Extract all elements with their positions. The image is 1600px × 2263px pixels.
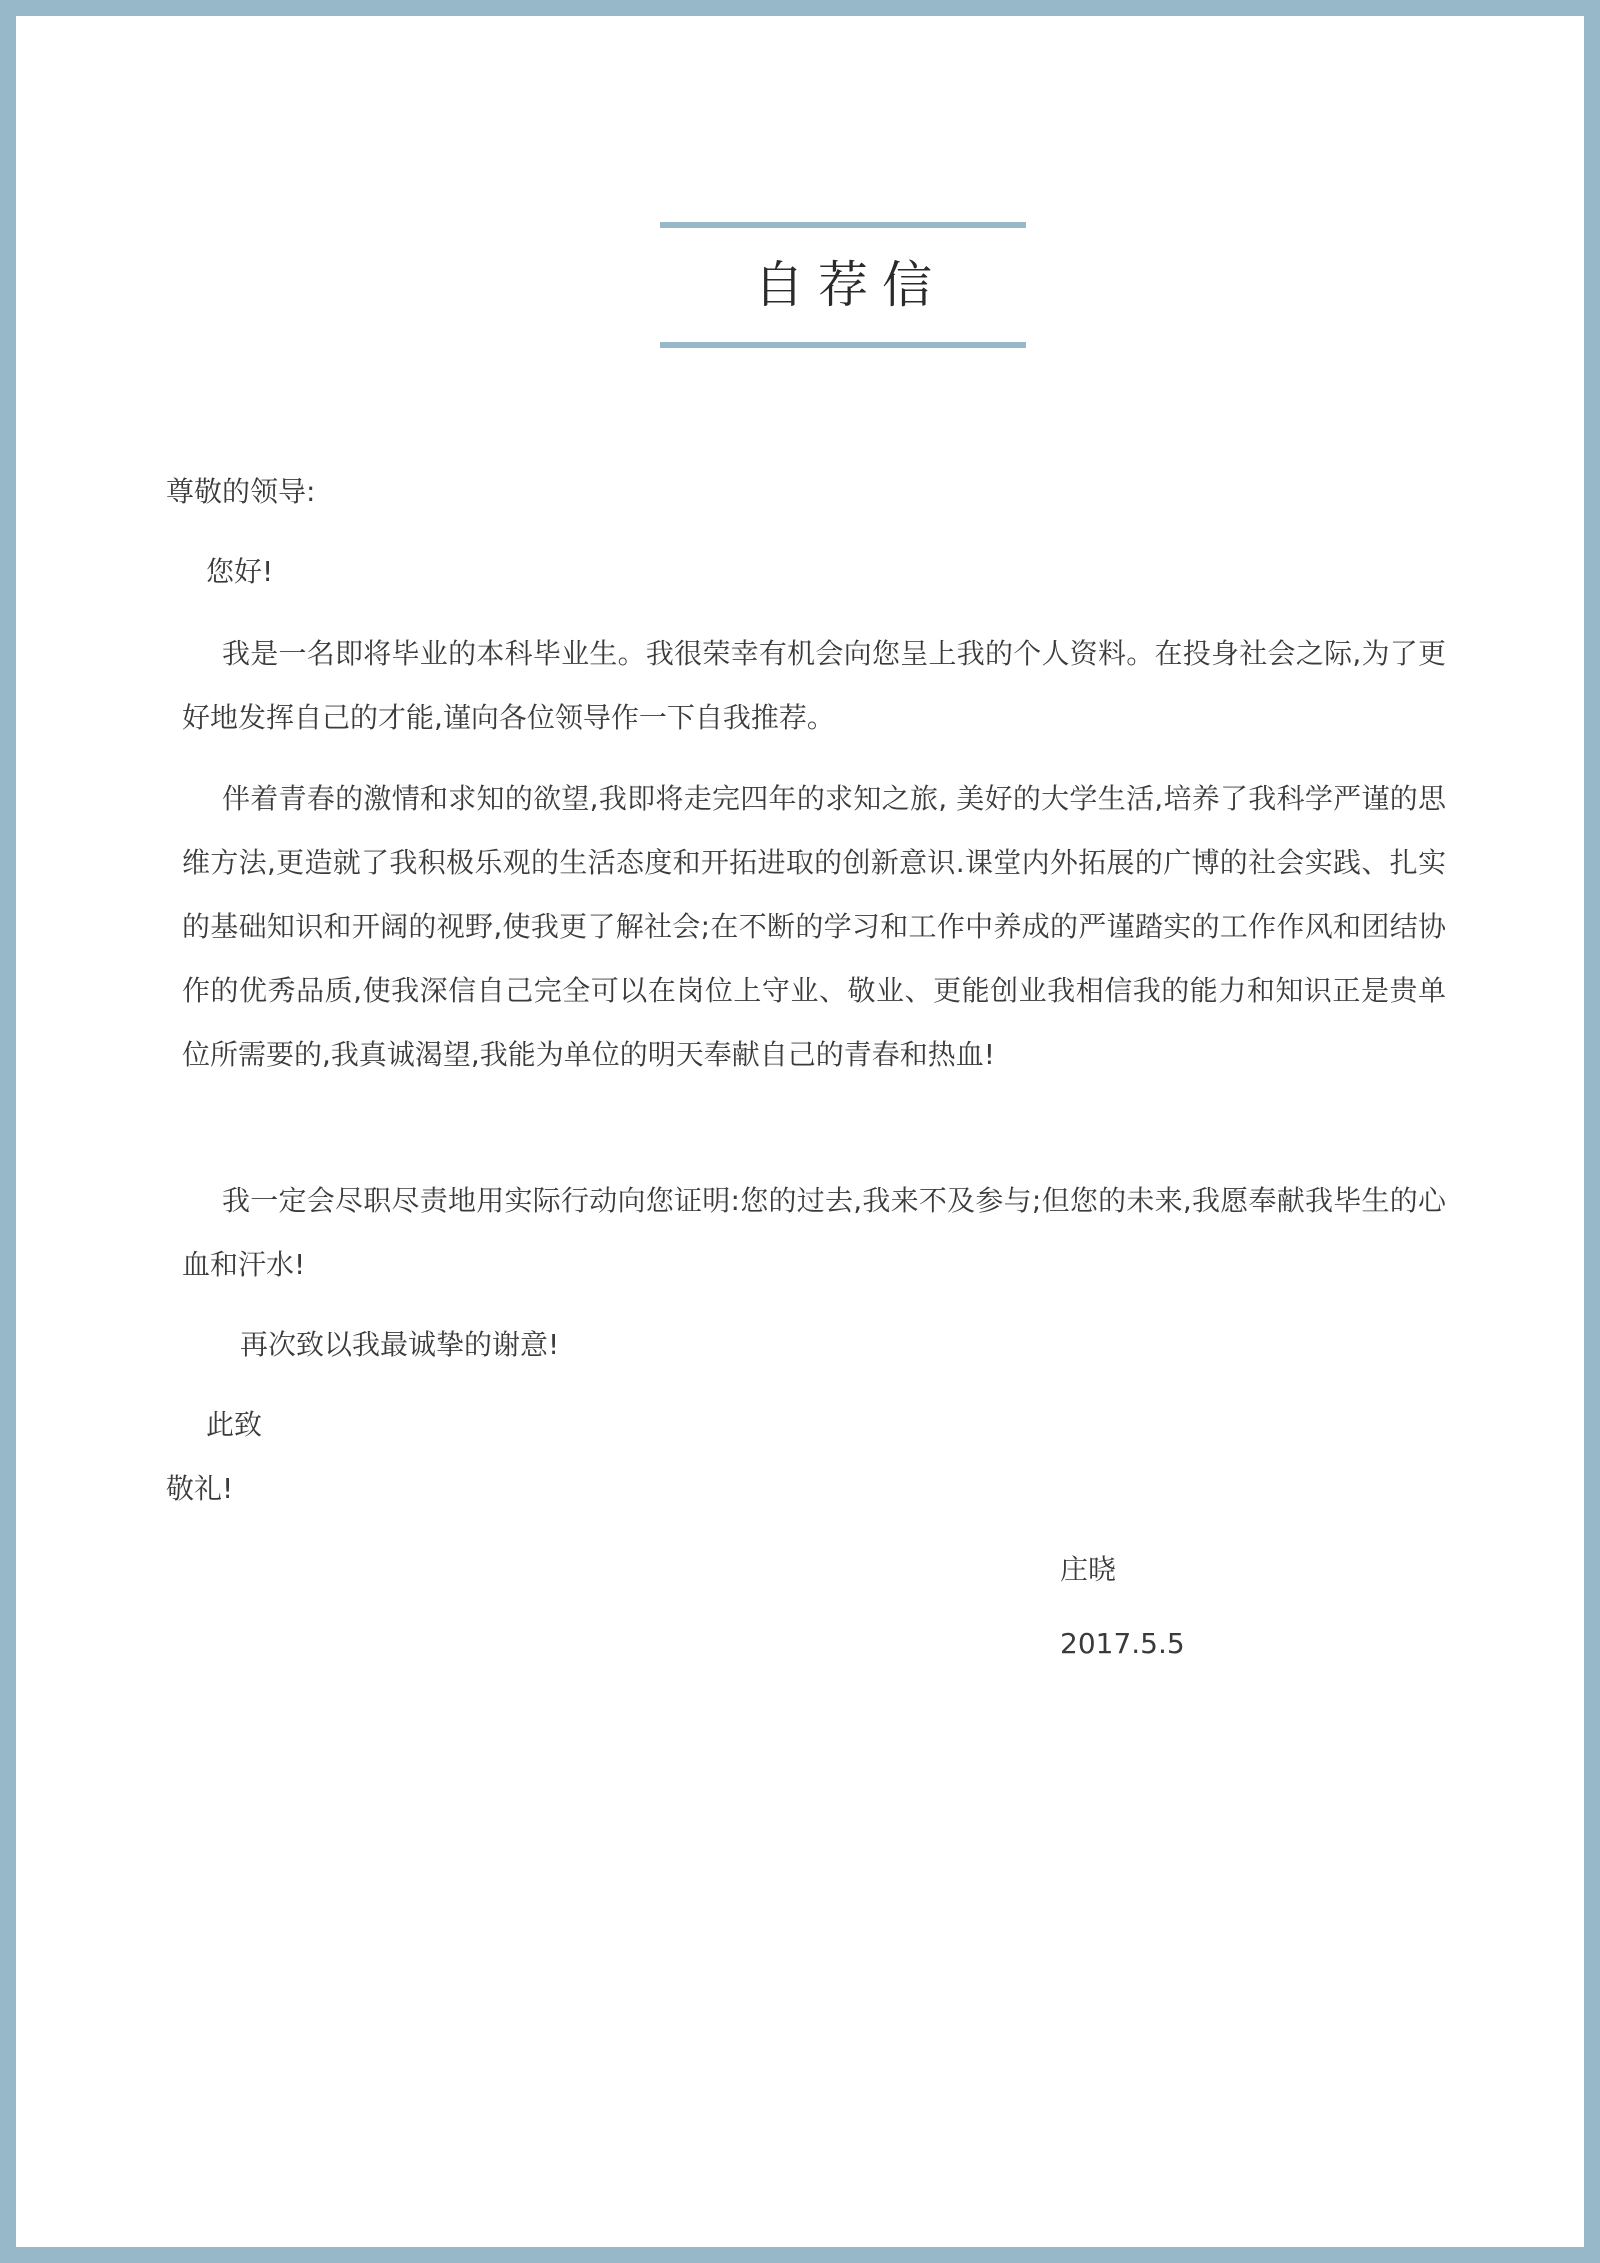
title-block bbox=[660, 222, 1026, 350]
thanks-line: 再次致以我最诚挚的谢意! bbox=[240, 1328, 560, 1361]
letter-title: 自荐信 bbox=[754, 256, 946, 314]
signature: 庄晓 bbox=[1060, 1553, 1117, 1586]
title-top-rule bbox=[660, 222, 1026, 228]
greeting: 您好! bbox=[206, 555, 274, 588]
salutation: 尊敬的领导: bbox=[166, 475, 316, 508]
body-paragraph-experience: 伴着青春的激情和求知的欲望,我即将走完四年的求知之旅, 美好的大学生活,培养了我科学严谨的思维方法,更造就了我积极乐观的生活态度和开拓进取的创新意识.课堂内外拓展的广博的社会实践、扎实的基础知识和开阔的视野,使我更了解社会;在不断的学习和工作中养成的严谨踏实的工作作风和团结协作的优秀品质,使我深信自己完全可以在岗位上守业、敬业、更能创业我相信我的能力和知识正是贵单位所需要的,我真诚渴望,我能为单位的明天奉献自己的青春和热血! bbox=[182, 782, 1446, 1071]
closing-line-2: 敬礼! bbox=[166, 1472, 234, 1505]
title-bottom-rule bbox=[660, 342, 1026, 348]
body-paragraph-intro: 我是一名即将毕业的本科毕业生。我很荣幸有机会向您呈上我的个人资料。在投身社会之际,为了更好地发挥自己的才能,谨向各位领导作一下自我推荐。 bbox=[182, 637, 1446, 734]
body-paragraph-commitment: 我一定会尽职尽责地用实际行动向您证明:您的过去,我来不及参与;但您的未来,我愿奉献我毕生的心血和汗水! bbox=[182, 1184, 1446, 1281]
letter-date: 2017.5.5 bbox=[1060, 1627, 1185, 1660]
closing-line-1: 此致 bbox=[206, 1408, 263, 1441]
